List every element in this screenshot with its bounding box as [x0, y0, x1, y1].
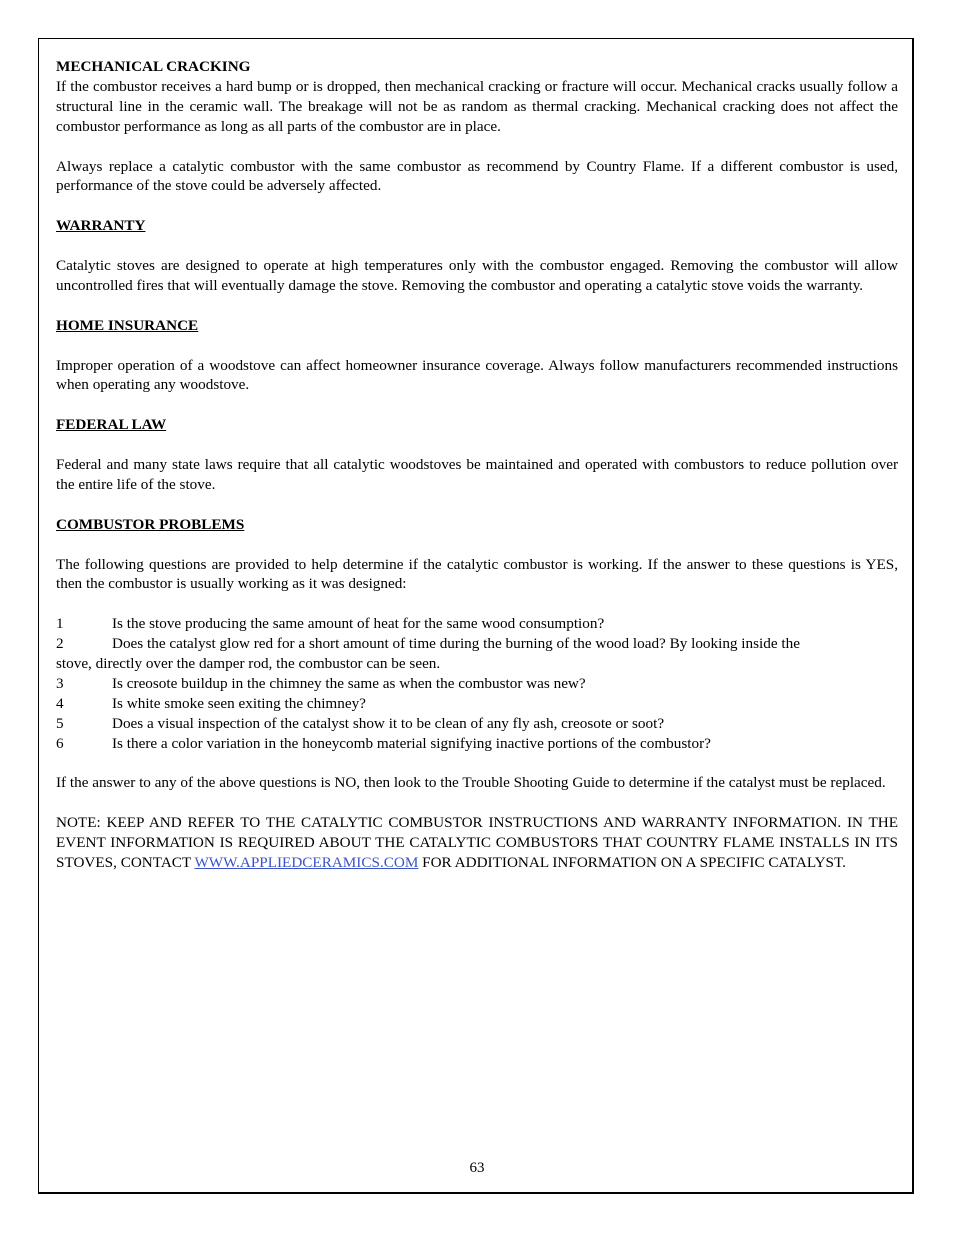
- document-body: [56, 57, 898, 873]
- paragraph-problems-outro: If the answer to any of the above questions is NO, then look to the Trouble Shooting Guide to determine if the catalyst must be replaced.: [56, 774, 886, 792]
- list-item: 6 Is there a color variation in the honeycomb material signifying inactive portions of the combustor?: [56, 734, 711, 752]
- heading-combustor-problems: COMBUSTOR PROBLEMS: [56, 515, 245, 533]
- list-item: 2 Does the catalyst glow red for a short amount of time during the burning of the wood load? By looking inside the: [56, 635, 800, 653]
- list-item: 4 Is white smoke seen exiting the chimney?: [56, 694, 366, 712]
- paragraph-replace-combustor: Always replace a catalytic combustor with the same combustor as recommend by Country Flame. If a different combustor is used, performance of the stove could be adversely affected.: [56, 157, 898, 195]
- heading-home-insurance: HOME INSURANCE: [56, 316, 199, 334]
- paragraph-note: NOTE: KEEP AND REFER TO THE CATALYTIC COMBUSTOR INSTRUCTIONS AND WARRANTY INFORMATION. IN THE EVENT INFORMATION IS REQUIRED ABOUT THE CATALYTIC COMBUSTORS THAT COUNTRY FLAME INSTALLS IN ITS STOVES, CONTACT WWW.APPLIEDCERAMICS.COM FOR ADDITIONAL INFORMATION ON A SPECIFIC CATALYST.: [56, 814, 898, 872]
- paragraph-problems-intro: The following questions are provided to help determine if the catalytic combustor is working. If the answer to these questions is YES, then the combustor is usually working as it was designed:: [56, 555, 898, 593]
- heading-mechanical-cracking: MECHANICAL CRACKING: [56, 58, 251, 75]
- appliedceramics-link[interactable]: WWW.APPLIEDCERAMICS.COM: [194, 854, 419, 872]
- list-item: 3 Is creosote buildup in the chimney the same as when the combustor was new?: [56, 674, 586, 692]
- paragraph-warranty: Catalytic stoves are designed to operate at high temperatures only with the combustor engaged. Removing the combustor will allow uncontrolled fires that will eventually damage the stove. Removing the combustor and operating a catalytic stove voids the warranty.: [56, 257, 898, 294]
- list-item-continuation: stove, directly over the damper rod, the combustor can be seen.: [56, 655, 441, 673]
- page-number: 63: [469, 1160, 485, 1176]
- questions-list: [56, 614, 898, 753]
- list-item: 1 Is the stove producing the same amount of heat for the same wood consumption?: [56, 615, 605, 633]
- heading-warranty: WARRANTY: [56, 217, 146, 235]
- paragraph-mechanical-cracking: If the combustor receives a hard bump or is dropped, then mechanical cracking or fracture will occur. Mechanical cracks usually follow a structural line in the ceramic wall. The breakage will not be as random as thermal cracking. Mechanical cracking does not affect the combustor performance as long as all parts of the combustor are in place.: [56, 77, 898, 135]
- paragraph-home-insurance: Improper operation of a woodstove can affect homeowner insurance coverage. Always follow manufacturers recommended instructions when operating any woodstove.: [56, 356, 898, 394]
- paragraph-federal-law: Federal and many state laws require that all catalytic woodstoves be maintained and operated with combustors to reduce pollution over the entire life of the stove.: [56, 456, 898, 493]
- heading-federal-law: FEDERAL LAW: [56, 416, 167, 434]
- list-item: 5 Does a visual inspection of the catalyst show it to be clean of any fly ash, creosote or soot?: [56, 714, 665, 732]
